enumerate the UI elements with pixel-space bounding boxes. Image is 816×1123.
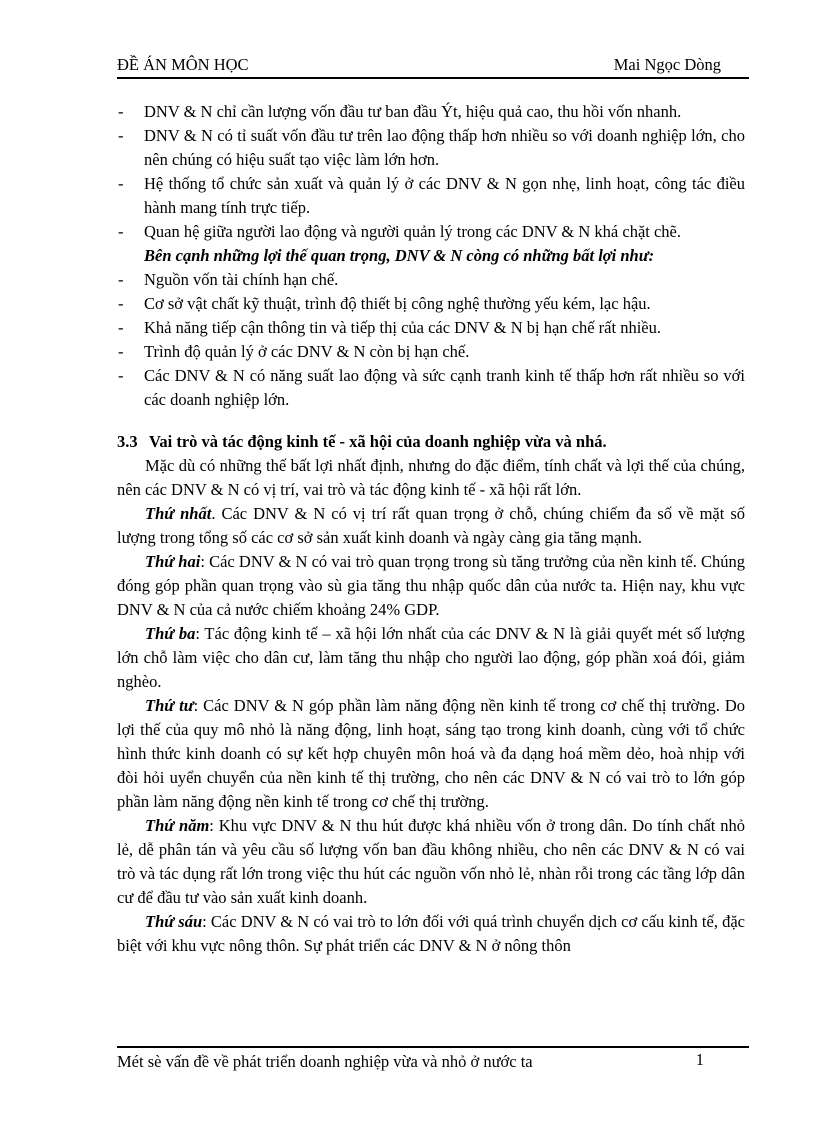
role-label: Thứ sáu [145,912,203,931]
footer-title: Mét sè vấn đề về phát triển doanh nghiệp vừa và nhỏ ở nước ta [117,1052,533,1071]
disadvantage-item: - Trình độ quản lý ở các DNV & N còn bị hạn chế. [117,340,745,364]
role-text: : Các DNV & N góp phần làm năng động nền kinh tế trong cơ chế thị trường. Do lợi thế của quy mô nhỏ là năng động, linh hoạt, sáng tạo trong kinh doanh, cùng với tổ chức hình thức kinh doanh có sự kết hợp chuyên môn hoá và đa dạng hoá mềm dẻo, hoà nhịp với đòi hỏi uyển chuyển của nền kinh tế thị trường, cho nên các DNV & N có vai trò to lớn góp phần làm năng động nền kinh tế trong cơ chế thị trường. [117,696,745,811]
role-label: Thứ ba [145,624,196,643]
page-footer [117,1046,749,1078]
role-text: : Các DNV & N có vai trò to lớn đối với quá trình chuyển dịch cơ cấu kinh tế, đặc biệt với khu vực nông thôn. Sự phát triển các DNV & N ở nông thôn [117,912,745,955]
advantage-item: - DNV & N có tỉ suất vốn đầu tư trên lao động thấp hơn nhiều so với doanh nghiệp lớn, cho nên chúng có hiệu suất tạo việc làm lớn hơn. [117,124,745,172]
role-text: : Tác động kinh tế – xã hội lớn nhất của các DNV & N là giải quyết mét số lượng lớn chỗ làm việc cho dân cư, làm tăng thu nhập cho người lao động, góp phần xoá đói, giảm nghèo. [117,624,745,691]
disadvantage-item: - Cơ sở vật chất kỹ thuật, trình độ thiết bị công nghệ thường yếu kém, lạc hậu. [117,292,745,316]
role-paragraph [117,694,745,814]
disadvantage-item: - Các DNV & N có năng suất lao động và sức cạnh tranh kinh tế thấp hơn rất nhiều so với các doanh nghiệp lớn. [117,364,745,412]
role-paragraph [117,502,745,550]
header-author: Mai Ngọc Dòng [613,55,721,74]
header-title: ĐỀ ÁN MÔN HỌC [117,55,249,74]
role-label: Thứ hai [145,552,201,571]
role-label: Thứ tư [145,696,194,715]
role-text: : Khu vực DNV & N thu hút được khá nhiều vốn ở trong dân. Do tính chất nhỏ lẻ, dễ phân tán và yêu cầu số lượng vốn ban đầu không nhiều, cho nên các DNV & N có vai trò và tác dụng rất lớn trong việc thu hút các nguồn vốn nhỏ lẻ, nhàn rỗi trong các tầng lớp dân cư để đầu tư vào sản xuất kinh doanh. [117,816,745,907]
role-text: : Các DNV & N có vai trò quan trọng trong sù tăng trưởng của nền kinh tế. Chúng đóng góp phần quan trọng vào sù gia tăng thu nhập quốc dân của nước ta. Hiện nay, khu vực DNV & N của cả nước chiếm khoảng 24% GDP. [117,552,745,619]
disadvantage-item: - Nguồn vốn tài chính hạn chế. [117,268,745,292]
section-intro: Mặc dù có những thế bất lợi nhất định, nhưng do đặc điểm, tính chất và lợi thế của chúng, nên các DNV & N có vị trí, vai trò và tác động kinh tế - xã hội rất lớn. [117,456,745,499]
disadvantages-heading: Bên cạnh những lợi thế quan trọng, DNV & N còng có những bất lợi như: [144,246,655,265]
disadvantage-item: - Khả năng tiếp cận thông tin và tiếp thị của các DNV & N bị hạn chế rất nhiều. [117,316,745,340]
page-number: 1 [695,1050,704,1069]
advantage-item: - DNV & N chỉ cần lượng vốn đầu tư ban đầu Ýt, hiệu quả cao, thu hồi vốn nhanh. [117,100,745,124]
role-text: . Các DNV & N có vị trí rất quan trọng ở chỗ, chúng chiếm đa số về mặt số lượng trong tổng số các cơ sở sản xuất kinh doanh và ngày càng gia tăng mạnh. [117,504,746,547]
role-paragraph [117,910,745,958]
section-number: 3.3 [117,432,138,451]
advantage-item: - Hệ thống tổ chức sản xuất và quản lý ở các DNV & N gọn nhẹ, linh hoạt, công tác điều hành mang tính trực tiếp. [117,172,745,220]
section-title: Vai trò và tác động kinh tế - xã hội của doanh nghiệp vừa và nhá. [149,432,607,451]
document-body [117,100,745,958]
role-paragraph [117,550,745,622]
role-paragraph [117,622,745,694]
section-heading [117,430,745,454]
role-label: Thứ nhất [145,504,212,523]
role-label: Thứ năm [145,816,210,835]
advantage-item: - Quan hệ giữa người lao động và người quản lý trong các DNV & N khá chặt chẽ. [117,220,745,244]
page-header [117,53,749,79]
role-paragraph [117,814,745,910]
